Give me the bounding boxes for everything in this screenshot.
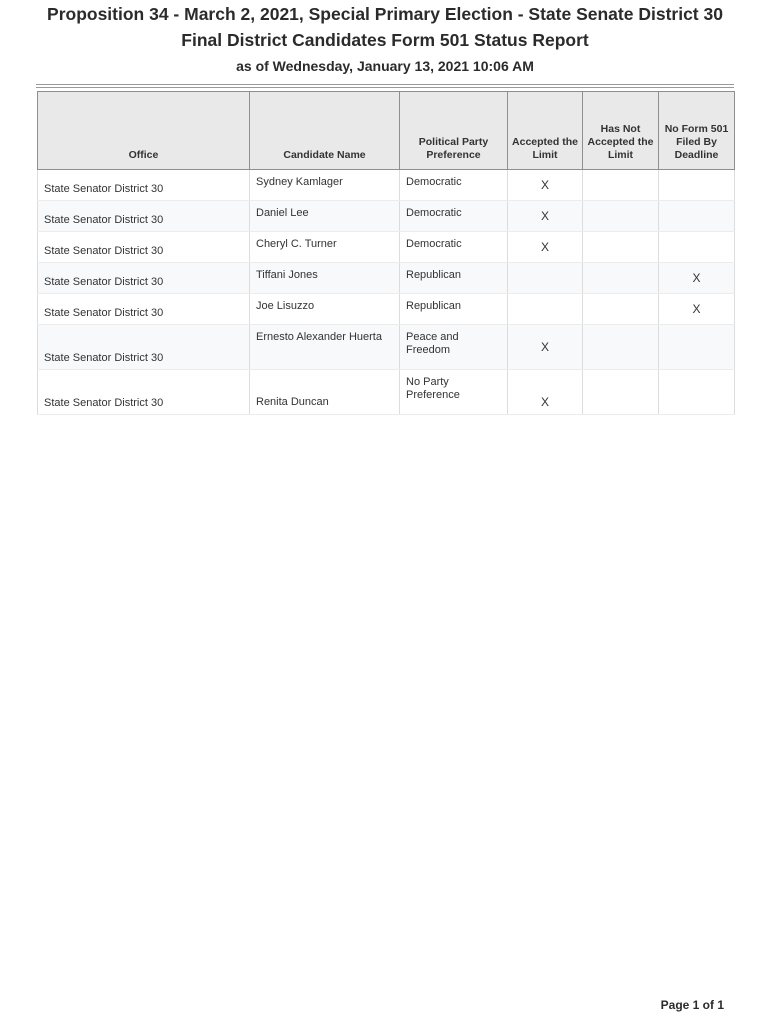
accepted-limit-cell: X: [508, 170, 583, 201]
not-accepted-limit-cell: [583, 201, 659, 232]
page-number: Page 1 of 1: [660, 998, 724, 1012]
candidate-name-cell: Cheryl C. Turner: [250, 232, 400, 263]
not-accepted-limit-cell: [583, 325, 659, 370]
no-form-cell: [659, 232, 735, 263]
party-cell: Republican: [400, 294, 508, 325]
no-form-cell: [659, 170, 735, 201]
party-cell: Peace and Freedom: [400, 325, 508, 370]
column-header-accepted-limit: Accepted the Limit: [508, 92, 583, 170]
office-cell: State Senator District 30: [38, 370, 250, 415]
accepted-limit-cell: [508, 263, 583, 294]
party-cell: Republican: [400, 263, 508, 294]
office-cell: State Senator District 30: [38, 232, 250, 263]
not-accepted-limit-cell: [583, 170, 659, 201]
no-form-cell: X: [659, 294, 735, 325]
candidate-name-cell: Sydney Kamlager: [250, 170, 400, 201]
table-row: [38, 294, 735, 325]
not-accepted-limit-cell: [583, 232, 659, 263]
no-form-cell: X: [659, 263, 735, 294]
no-form-cell: [659, 370, 735, 415]
table-header-row: [38, 92, 735, 170]
party-cell: No Party Preference: [400, 370, 508, 415]
accepted-limit-cell: [508, 294, 583, 325]
not-accepted-limit-cell: [583, 370, 659, 415]
office-cell: State Senator District 30: [38, 201, 250, 232]
accepted-limit-cell: X: [508, 201, 583, 232]
not-accepted-limit-cell: [583, 263, 659, 294]
table-row: [38, 370, 735, 415]
no-form-cell: [659, 325, 735, 370]
report-title: Proposition 34 - March 2, 2021, Special Primary Election - State Senate District 30: [47, 4, 723, 24]
column-header-candidate-name: Candidate Name: [250, 92, 400, 170]
column-header-office: Office: [38, 92, 250, 170]
candidate-name-cell: Ernesto Alexander Huerta: [250, 325, 400, 370]
table-row: [38, 325, 735, 370]
column-header-no-form-501: No Form 501 Filed By Deadline: [659, 92, 735, 170]
candidate-name-cell: Tiffani Jones: [250, 263, 400, 294]
report-timestamp: as of Wednesday, January 13, 2021 10:06 AM: [236, 58, 534, 74]
office-cell: State Senator District 30: [38, 325, 250, 370]
party-cell: Democratic: [400, 170, 508, 201]
accepted-limit-cell: X: [508, 370, 583, 415]
header-divider: [36, 87, 734, 88]
table-row: [38, 170, 735, 201]
candidate-name-cell: Joe Lisuzzo: [250, 294, 400, 325]
column-header-not-accepted-limit: Has Not Accepted the Limit: [583, 92, 659, 170]
party-cell: Democratic: [400, 232, 508, 263]
office-cell: State Senator District 30: [38, 263, 250, 294]
table-row: [38, 201, 735, 232]
report-subtitle: Final District Candidates Form 501 Status Report: [181, 30, 589, 50]
table-row: [38, 232, 735, 263]
column-header-party-preference: Political Party Preference: [400, 92, 508, 170]
no-form-cell: [659, 201, 735, 232]
not-accepted-limit-cell: [583, 294, 659, 325]
office-cell: State Senator District 30: [38, 170, 250, 201]
accepted-limit-cell: X: [508, 325, 583, 370]
candidate-name-cell: Daniel Lee: [250, 201, 400, 232]
candidate-name-cell: Renita Duncan: [250, 370, 400, 415]
header-divider: [36, 84, 734, 85]
candidates-status-table: [37, 91, 735, 415]
accepted-limit-cell: X: [508, 232, 583, 263]
table-row: [38, 263, 735, 294]
party-cell: Democratic: [400, 201, 508, 232]
office-cell: State Senator District 30: [38, 294, 250, 325]
